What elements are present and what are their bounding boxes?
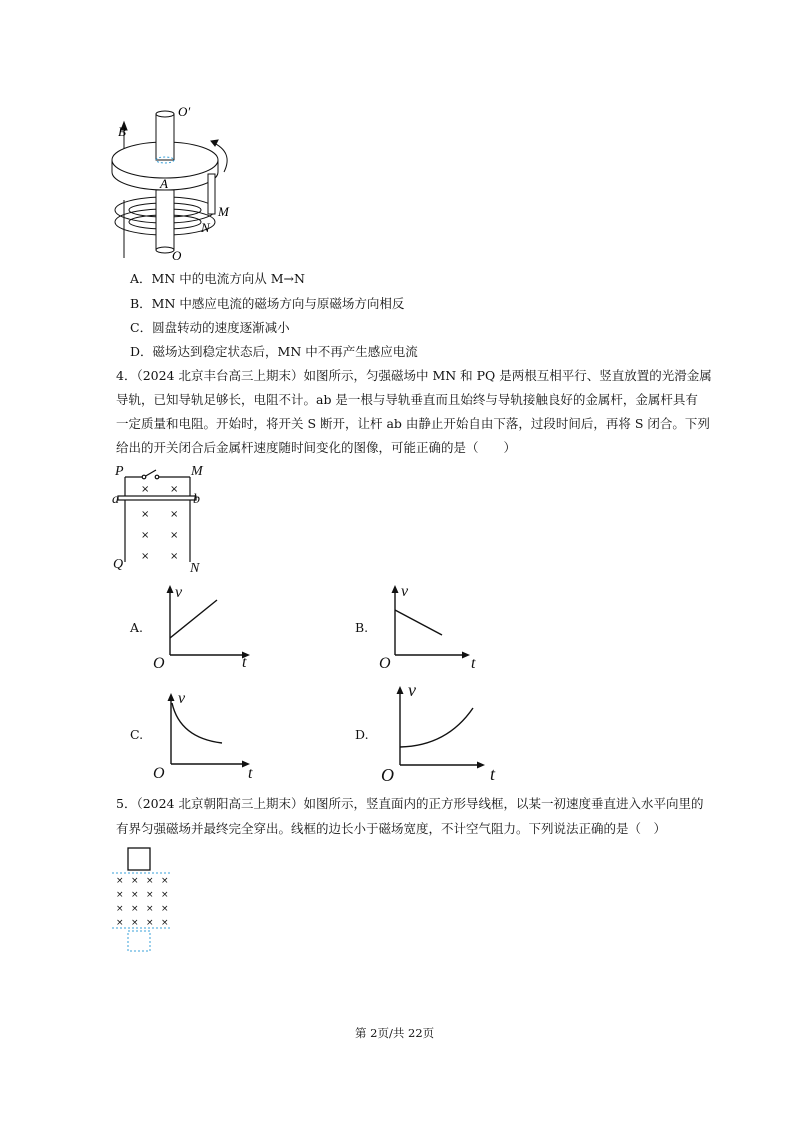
field-mark: ×: [161, 890, 169, 900]
y-axis-label: v: [401, 583, 409, 600]
label-b: b: [193, 492, 200, 507]
q3-option-d: D．磁场达到稳定状态后，MN 中不再产生感应电流: [130, 344, 418, 359]
label-A: A: [160, 176, 168, 191]
field-mark: ×: [116, 918, 124, 928]
label-B: B: [118, 124, 126, 139]
origin-label: O: [379, 655, 391, 670]
origin-label: O: [153, 655, 165, 670]
field-mark: ×: [146, 904, 154, 914]
q3-option-c: C．圆盘转动的速度逐渐减小: [130, 320, 290, 335]
rails-figure: [110, 462, 210, 574]
field-mark: ×: [116, 904, 124, 914]
field-mark: ×: [161, 876, 169, 886]
graph-a: [150, 580, 260, 670]
q3-option-a: A．MN 中的电流方向从 M→N: [130, 271, 305, 286]
x-axis-label: t: [490, 764, 496, 784]
q4-line-4: 给出的开关闭合后金属杆速度随时间变化的图像，可能正确的是（ ）: [116, 440, 517, 455]
rotating-disk-figure: [108, 100, 248, 265]
y-axis-label: v: [408, 680, 416, 700]
graph-b-option: B.: [355, 620, 369, 635]
field-mark: ×: [131, 890, 139, 900]
label-O: O: [172, 248, 182, 263]
label-M: M: [191, 464, 203, 479]
graph-c-option: C.: [130, 727, 144, 742]
field-mark: ×: [131, 918, 139, 928]
x-axis-label: t: [242, 654, 247, 670]
y-axis-label: v: [175, 584, 183, 601]
label-P: P: [115, 464, 124, 479]
q5-line-2: 有界匀强磁场并最终完全穿出。线框的边长小于磁场宽度，不计空气阻力。下列说法正确的是（ ）: [116, 821, 667, 836]
field-mark: ×: [141, 551, 150, 562]
field-mark: ×: [170, 484, 179, 495]
field-mark: ×: [141, 530, 150, 541]
field-mark: ×: [116, 876, 124, 886]
field-mark: ×: [131, 876, 139, 886]
graph-d-option: D.: [355, 727, 369, 742]
y-axis-label: v: [178, 690, 186, 707]
page-footer: 第 2页/共 22页: [355, 1026, 435, 1040]
q4-line-1: 4．（2024 北京丰台高三上期末）如图所示，匀强磁场中 MN 和 PQ 是两根互相平行、竖直放置的光滑金属: [116, 368, 712, 383]
origin-label: O: [381, 765, 394, 785]
graph-d: [377, 680, 502, 785]
field-mark: ×: [146, 918, 154, 928]
origin-label: O: [153, 765, 165, 780]
label-M: M: [218, 204, 229, 219]
graph-a-option: A.: [130, 620, 144, 635]
label-N: N: [201, 220, 210, 235]
x-axis-label: t: [471, 655, 476, 670]
field-mark: ×: [170, 509, 179, 520]
field-mark: ×: [161, 918, 169, 928]
graph-c: [150, 688, 265, 780]
field-mark: ×: [116, 890, 124, 900]
field-mark: ×: [141, 509, 150, 520]
field-mark: ×: [146, 890, 154, 900]
field-mark: ×: [141, 484, 150, 495]
field-mark: ×: [170, 551, 179, 562]
q4-line-2: 导轨，已知导轨足够长，电阻不计。ab 是一根与导轨垂直而且始终与导轨接触良好的金属杆，金属杆具有: [116, 392, 698, 407]
field-mark: ×: [131, 904, 139, 914]
q3-option-b: B．MN 中感应电流的磁场方向与原磁场方向相反: [130, 296, 405, 311]
q5-line-1: 5．（2024 北京朝阳高三上期末）如图所示，竖直面内的正方形导线框，以某一初速度垂直进入水平向里的: [116, 796, 704, 811]
q4-line-3: 一定质量和电阻。开始时，将开关 S 断开，让杆 ab 由静止开始自由下落，过段时间后，再将 S 闭合。下列: [116, 416, 710, 431]
label-N: N: [190, 561, 200, 574]
graph-b: [375, 580, 485, 670]
field-mark: ×: [146, 876, 154, 886]
x-axis-label: t: [248, 765, 253, 780]
label-O-prime: O′: [178, 104, 191, 119]
square-frame-field-figure: [110, 845, 180, 955]
label-a: a: [112, 492, 119, 507]
field-mark: ×: [170, 530, 179, 541]
field-mark: ×: [161, 904, 169, 914]
label-Q: Q: [113, 557, 124, 572]
